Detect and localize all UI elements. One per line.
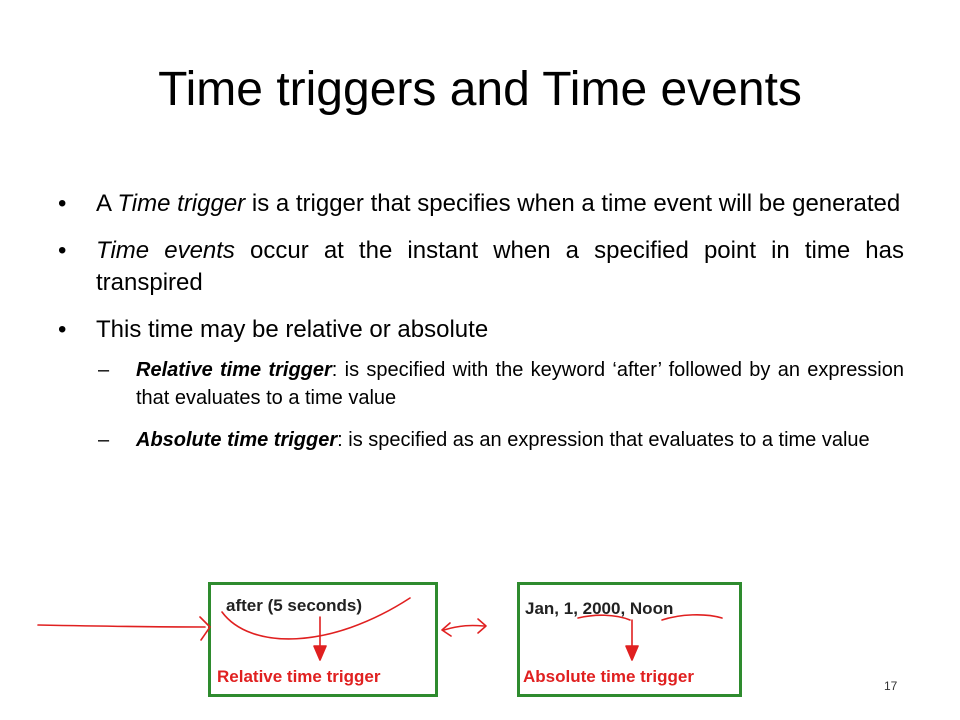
double-arrow-right-head-icon [478, 619, 486, 633]
bullet-text: is a trigger that specifies when a time event will be generated [245, 190, 901, 217]
bullet-dot-icon: • [58, 237, 67, 264]
bullet-dot-icon: • [58, 190, 67, 217]
bullet-1 [58, 188, 904, 220]
bullet-emphasis: Time trigger [117, 190, 246, 217]
bullet-2 [58, 235, 905, 299]
dash-icon: – [98, 359, 110, 381]
slide-title: Time triggers and Time events [158, 63, 802, 116]
sub-bullet-term: Relative time trigger [136, 359, 332, 381]
bullet-dot-icon: • [58, 316, 67, 343]
sub-bullet-text: : is specified as an expression that evaluates to a time value [337, 429, 870, 451]
absolute-label: Absolute time trigger [523, 667, 694, 686]
sub-bullet-text: : is specified with the keyword ‘after’ followed by an expression that evaluates to a time value [136, 359, 905, 409]
bullet-text: This time may be relative or absolute [96, 316, 489, 343]
bullet-list [58, 188, 905, 468]
relative-expression: after (5 seconds) [226, 596, 363, 615]
double-arrow-left-head-icon [442, 623, 451, 636]
absolute-expression: Jan, 1, 2000, Noon [525, 599, 674, 618]
bullet-3 [58, 314, 904, 346]
page-number: 17 [884, 679, 898, 693]
sub-bullet-relative [98, 356, 905, 412]
relative-label: Relative time trigger [217, 667, 381, 686]
bullet-text: occur at the instant when a specified point in time has transpired [96, 237, 905, 296]
sub-bullet-term: Absolute time trigger [136, 429, 338, 451]
sub-bullet-absolute [98, 426, 904, 454]
bullet-emphasis: Time events [96, 237, 235, 264]
left-arrow-line [38, 625, 205, 627]
dash-icon: – [98, 429, 110, 451]
double-arrow-line [444, 625, 484, 630]
bullet-text: A [96, 190, 118, 217]
